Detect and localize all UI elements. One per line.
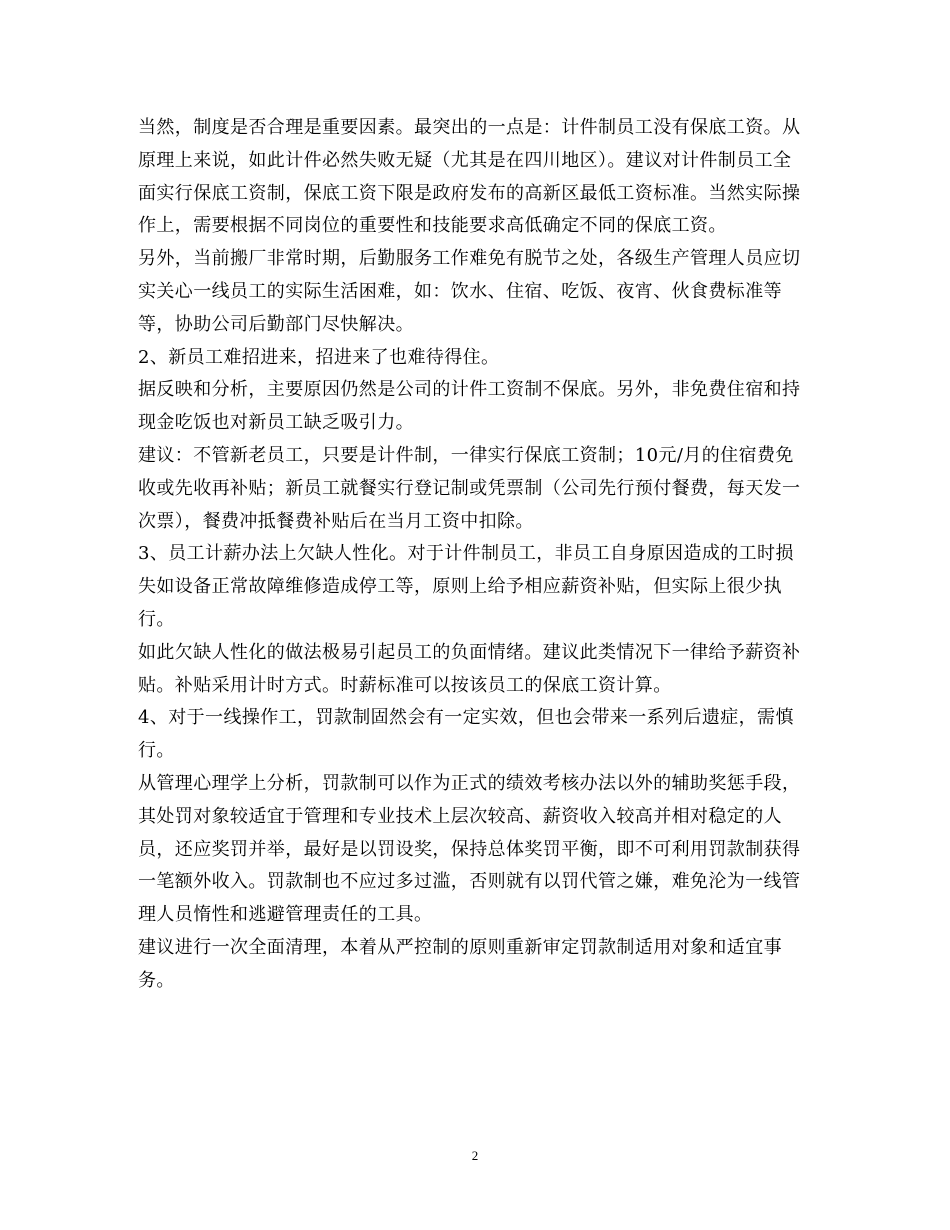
- paragraph: [138, 637, 813, 703]
- text-line: 理人员惰性和逃避管理责任的工具。: [138, 904, 433, 926]
- text-line: 据反映和分析，主要原因仍然是公司的计件工资制不保底。另外，非免费住宿和持: [138, 379, 801, 401]
- text-line: 面实行保底工资制，保底工资下限是政府发布的高新区最低工资标准。当然实际操: [138, 182, 801, 204]
- text-line: 贴。补贴采用计时方式。时薪标准可以按该员工的保底工资计算。: [138, 674, 672, 696]
- paragraph: [138, 768, 813, 932]
- page-number: 2: [471, 1148, 479, 1163]
- text-line: 当然，制度是否合理是重要因素。最突出的一点是：计件制员工没有保底工资。从: [138, 117, 801, 138]
- text-line: 务。: [138, 969, 175, 991]
- text-line: 如此欠缺人性化的做法极易引起员工的负面情绪。建议此类情况下一律给予薪资补: [138, 641, 801, 663]
- text-line: 实关心一线员工的实际生活困难，如：饮水、住宿、吃饭、夜宵、伙食费标准等: [138, 280, 782, 302]
- paragraph: [138, 112, 813, 243]
- text-line: 建议进行一次全面清理，本着从严控制的原则重新审定罚款制适用对象和适宜事: [138, 936, 782, 958]
- text-line: 现金吃饭也对新员工缺乏吸引力。: [138, 412, 414, 434]
- text-line: 原理上来说，如此计件必然失败无疑（尤其是在四川地区）。建议对计件制员工全: [138, 149, 792, 171]
- text-line: 行。: [138, 740, 175, 762]
- text-line: 2、新员工难招进来，招进来了也难待得住。: [138, 346, 500, 368]
- text-line: 建议：不管新老员工，只要是计件制，一律实行保底工资制；10元/月的住宿费免: [138, 444, 794, 466]
- text-line: 次票），餐费冲抵餐费补贴后在当月工资中扣除。: [138, 510, 534, 532]
- paragraph: [138, 374, 813, 440]
- text-line: 等，协助公司后勤部门尽快解决。: [138, 313, 414, 335]
- paragraph: [138, 932, 813, 998]
- text-line: 一笔额外收入。罚款制也不应过多过滥，否则就有以罚代管之嫌，难免沦为一线管: [138, 871, 801, 893]
- text-line: 从管理心理学上分析，罚款制可以作为正式的绩效考核办法以外的辅助奖惩手段，: [138, 772, 801, 794]
- text-line: 收或先收再补贴；新员工就餐实行登记制或凭票制（公司先行预付餐费，每天发一: [138, 477, 801, 499]
- text-line: 3、员工计薪办法上欠缺人性化。对于计件制员工，非员工自身原因造成的工时损: [138, 543, 794, 565]
- paragraph: [138, 342, 813, 375]
- paragraph: [138, 243, 813, 341]
- text-line: 员，还应奖罚并举，最好是以罚设奖，保持总体奖罚平衡，即不可利用罚款制获得: [138, 838, 801, 860]
- text-line: 4、对于一线操作工，罚款制固然会有一定实效，但也会带来一系列后遗症，需慎: [138, 707, 794, 729]
- document-body: [138, 112, 813, 998]
- text-line: 行。: [138, 608, 175, 630]
- text-line: 作上，需要根据不同岗位的重要性和技能要求高低确定不同的保底工资。: [138, 215, 727, 237]
- paragraph: [138, 702, 813, 768]
- paragraph: [138, 440, 813, 538]
- text-line: 另外，当前搬厂非常时期，后勤服务工作难免有脱节之处，各级生产管理人员应切: [138, 248, 801, 270]
- paragraph: [138, 538, 813, 636]
- text-line: 其处罚对象较适宜于管理和专业技术上层次较高、薪资收入较高并相对稳定的人: [138, 805, 782, 827]
- text-line: 失如设备正常故障维修造成停工等，原则上给予相应薪资补贴，但实际上很少执: [138, 576, 782, 598]
